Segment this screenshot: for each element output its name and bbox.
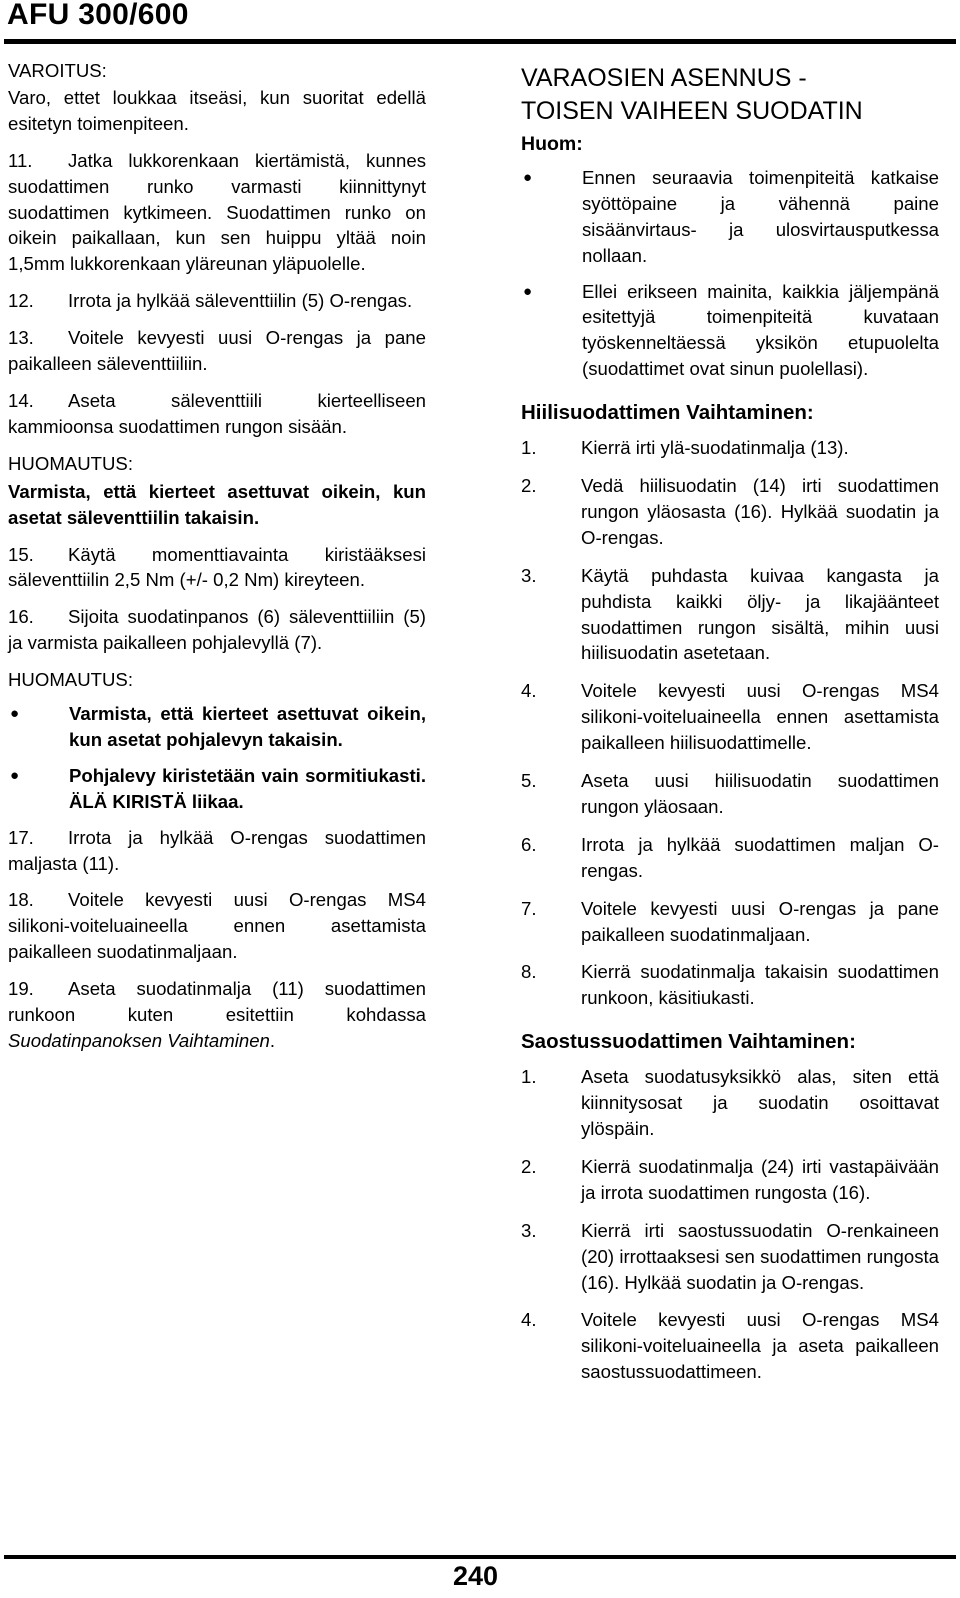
- step-text: Voitele kevyesti uusi O-rengas MS4 silikoni-voiteluaineella ennen asettamista paikalleen hiilisuodattimelle.: [581, 680, 939, 754]
- bullet-icon: ●: [10, 705, 20, 723]
- right-column: [521, 62, 939, 1397]
- sediment-step: [521, 1154, 939, 1206]
- header-rule: [4, 39, 956, 44]
- step-number: 15.: [8, 543, 34, 565]
- notice-label: HUOMAUTUS:: [8, 452, 133, 474]
- step-number: 13.: [8, 327, 34, 349]
- step-14: [8, 388, 426, 440]
- step-number: 19.: [8, 978, 34, 1000]
- step-text: Kierrä irti saostussuodatin O-renkaineen (20) irrottaaksesi sen suodattimen rungosta (16). Hylkää suodatin ja O-rengas.: [581, 1219, 939, 1293]
- sediment-step: [521, 1307, 939, 1385]
- note-bullet: [521, 165, 939, 269]
- step-number: 1.: [521, 437, 537, 459]
- sediment-step: [521, 1064, 939, 1142]
- step-number: 3.: [521, 564, 537, 586]
- step-text: Jatka lukkorenkaan kiertämistä, kunnes suodattimen runko varmasti kiinnittynyt suodattimen kytkimeen. Suodattimen runko on oikein paikallaan, kun sen huippu yltää noin 1,5mm lukkorenkaan yläreunan yläpuolelle.: [8, 149, 426, 275]
- step-text: Vedä hiilisuodatin (14) irti suodattimen rungon yläosasta (16). Hylkää suodatin ja O-rengas.: [581, 474, 939, 548]
- step-number: 8.: [521, 961, 537, 983]
- step-number: 6.: [521, 833, 537, 855]
- bullet-text: Ellei erikseen mainita, kaikkia jäljempänä esitettyjä toimenpiteitä kuvataan työskenneltäessä yksikön etupuolelta (suodattimet ovat sinun puolellasi).: [582, 280, 939, 380]
- carbon-step: [521, 678, 939, 756]
- step-text: Kierrä irti ylä-suodatinmalja (13).: [581, 437, 849, 459]
- carbon-step: [521, 473, 939, 551]
- step-number: 12.: [8, 290, 34, 312]
- carbon-step: [521, 563, 939, 667]
- step-number: 5.: [521, 770, 537, 792]
- notice-bullet: [8, 763, 426, 815]
- step-number: 7.: [521, 897, 537, 919]
- step-text: Kierrä suodatinmalja (24) irti vastapäivään ja irrota suodattimen rungosta (16).: [581, 1155, 939, 1203]
- step-number: 2.: [521, 474, 537, 496]
- subsection-title: Saostussuodattimen Vaihtaminen:: [521, 1030, 856, 1054]
- step-text: Käytä puhdasta kuivaa kangasta ja puhdista kaikki öljy- ja likajäänteet suodattimen rungon sisältä, mihin uusi hiilisuodatin asetetaan.: [581, 564, 939, 664]
- carbon-step: [521, 896, 939, 948]
- step-text: Irrota ja hylkää suodattimen maljan O-rengas.: [581, 833, 939, 881]
- step-text: Voitele kevyesti uusi O-rengas ja pane paikalleen säleventtiiliin.: [8, 327, 426, 375]
- section-title-line: VARAOSIEN ASENNUS -: [521, 64, 807, 92]
- section-title: [521, 62, 939, 128]
- step-number: 3.: [521, 1219, 537, 1241]
- step-number: 17.: [8, 826, 34, 848]
- carbon-step: [521, 959, 939, 1011]
- step-12: [8, 288, 426, 314]
- notice-bullet: [8, 701, 426, 753]
- warning-label: VAROITUS:: [8, 60, 107, 81]
- step-text: Irrota ja hylkää O-rengas suodattimen maljasta (11).: [8, 826, 426, 874]
- step-19: [8, 976, 426, 1054]
- step-number: 4.: [521, 680, 537, 702]
- step-text: Sijoita suodatinpanos (6) säleventtiiliin (5) ja varmista paikalleen pohjalevyllä (7).: [8, 606, 426, 654]
- bullet-text: Varmista, että kierteet asettuvat oikein, kun asetat pohjalevyn takaisin.: [69, 703, 426, 750]
- step-number: 16.: [8, 606, 34, 628]
- sediment-step: [521, 1218, 939, 1296]
- bullet-text: Ennen seuraavia toimenpiteitä katkaise syöttöpaine ja vähennä paine sisäänvirtaus- ja ulosvirtausputkessa nollaan.: [582, 166, 939, 266]
- step-18: [8, 887, 426, 965]
- step-number: 2.: [521, 1155, 537, 1177]
- step-13: [8, 325, 426, 377]
- step-number: 1.: [521, 1066, 537, 1088]
- note-label: Huom:: [521, 133, 583, 155]
- bullet-text: Pohjalevy kiristetään vain sormitiukasti. ÄLÄ KIRISTÄ liikaa.: [69, 764, 426, 812]
- bullet-icon: ●: [523, 168, 533, 186]
- step-text: Aseta suodatinmalja (11) suodattimen runkoon kuten esitettiin kohdassa: [8, 978, 426, 1026]
- page-number: 240: [453, 1561, 499, 1591]
- step-number: 18.: [8, 889, 34, 911]
- step-number: 11.: [8, 149, 33, 171]
- bullet-icon: ●: [523, 282, 533, 300]
- step-text: Aseta säleventtiili kierteelliseen kammioonsa suodattimen rungon sisään.: [8, 389, 426, 437]
- footer-rule: [4, 1555, 956, 1559]
- left-column: [8, 58, 426, 1065]
- step-number: 14.: [8, 389, 34, 411]
- note-bullet: [521, 279, 939, 383]
- step-text: Käytä momenttiavainta kiristääksesi säleventtiilin 2,5 Nm (+/- 0,2 Nm) kireyteen.: [8, 543, 426, 591]
- step-17: [8, 825, 426, 877]
- step-text: Voitele kevyesti uusi O-rengas MS4 silikoni-voiteluaineella ennen asettamista paikalleen suodatinmaljaan.: [8, 889, 426, 963]
- carbon-step: [521, 768, 939, 820]
- section-title-line: TOISEN VAIHEEN SUODATIN: [521, 97, 863, 125]
- notice-text: Varmista, että kierteet asettuvat oikein, kun asetat säleventtiilin takaisin.: [8, 480, 426, 528]
- page-header-title: AFU 300/600: [7, 0, 189, 31]
- step-number: 4.: [521, 1309, 537, 1331]
- notice-label: HUOMAUTUS:: [8, 669, 133, 691]
- step-text: Aseta uusi hiilisuodatin suodattimen rungon yläosaan.: [581, 770, 939, 817]
- step-text: Voitele kevyesti uusi O-rengas ja pane paikalleen suodatinmaljaan.: [581, 897, 939, 945]
- step-text: Aseta suodatusyksikkö alas, siten että kiinnitysosat ja suodatin osoittavat ylöspäin.: [581, 1066, 939, 1139]
- step-text: Voitele kevyesti uusi O-rengas MS4 silikoni-voiteluaineella ja aseta paikalleen saostussuodattimeen.: [581, 1309, 939, 1383]
- step-15: [8, 542, 426, 594]
- carbon-step: [521, 435, 939, 461]
- step-text: Irrota ja hylkää säleventtiilin (5) O-rengas.: [68, 290, 413, 312]
- subsection-title: Hiilisuodattimen Vaihtaminen:: [521, 401, 814, 425]
- warning-text: Varo, ettet loukkaa itseäsi, kun suoritat edellä esitetyn toimenpiteen.: [8, 86, 426, 134]
- step-text: Kierrä suodatinmalja takaisin suodattimen runkoon, käsitiukasti.: [581, 961, 939, 1009]
- step-16: [8, 604, 426, 656]
- bullet-icon: ●: [10, 766, 20, 784]
- step-text-end: .: [269, 1030, 276, 1051]
- step-reference: Suodatinpanoksen Vaihtaminen: [8, 1030, 270, 1051]
- step-11: [8, 148, 426, 278]
- carbon-step: [521, 832, 939, 884]
